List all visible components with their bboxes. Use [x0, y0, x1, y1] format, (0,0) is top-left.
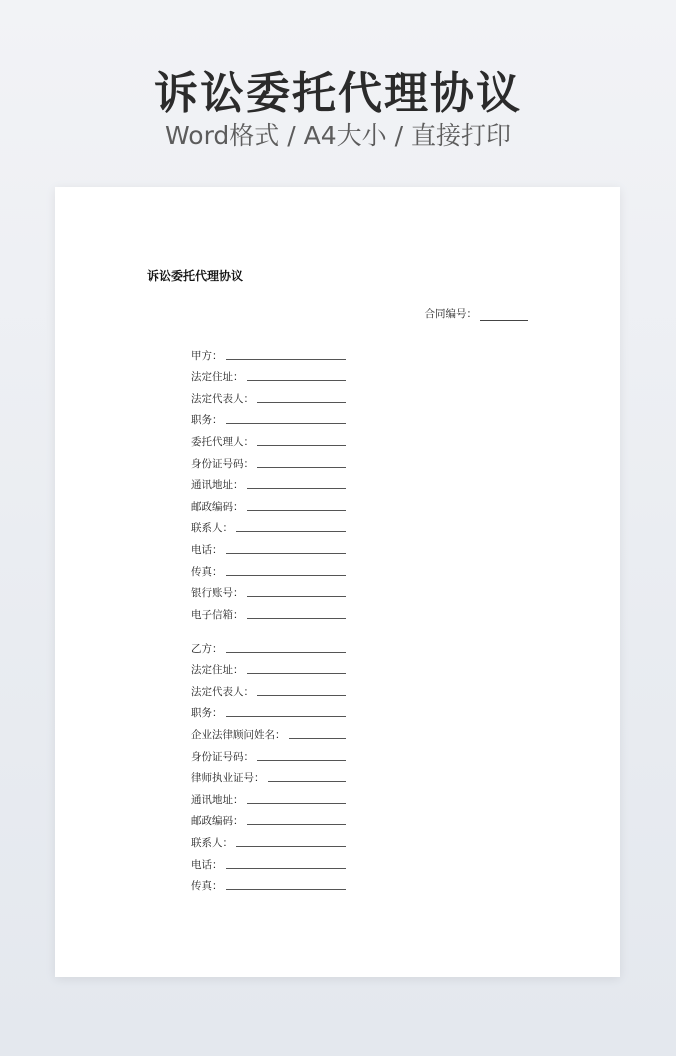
- form-field-label: 邮政编码：: [191, 815, 244, 828]
- form-field-label: 电话：: [191, 543, 223, 556]
- form-field-label: 委托代理人：: [191, 435, 254, 448]
- form-field-row[interactable]: [191, 427, 346, 449]
- contract-number-field[interactable]: [425, 306, 529, 321]
- page-subtitle: Word格式 / A4大小 / 直接打印: [165, 121, 511, 150]
- form-field-row[interactable]: [191, 406, 346, 428]
- form-field-blank[interactable]: [226, 715, 347, 717]
- form-field-row[interactable]: [191, 363, 346, 385]
- form-field-row[interactable]: [191, 535, 346, 557]
- form-field-row[interactable]: [191, 656, 346, 678]
- form-field-label: 法定住址：: [191, 664, 244, 677]
- form-field-label: 身份证号码：: [191, 750, 254, 763]
- form-field-label: 通讯地址：: [191, 479, 244, 492]
- form-field-blank[interactable]: [226, 867, 347, 869]
- form-field-blank[interactable]: [226, 358, 347, 360]
- form-field-label: 企业法律顾问姓名：: [191, 728, 286, 741]
- form-field-label: 身份证号码：: [191, 457, 254, 470]
- form-field-row[interactable]: [191, 471, 346, 493]
- form-field-label: 联系人：: [191, 522, 233, 535]
- form-field-blank[interactable]: [268, 780, 347, 782]
- form-field-blank[interactable]: [226, 888, 347, 890]
- form-field-blank[interactable]: [247, 509, 347, 511]
- form-field-label: 邮政编码：: [191, 500, 244, 513]
- form-field-row[interactable]: [191, 850, 346, 872]
- form-field-blank[interactable]: [226, 574, 347, 576]
- contract-number-blank[interactable]: [480, 310, 528, 321]
- form-field-blank[interactable]: [247, 379, 347, 381]
- form-field-label: 法定住址：: [191, 371, 244, 384]
- form-field-row[interactable]: [191, 720, 346, 742]
- form-field-row[interactable]: [191, 384, 346, 406]
- form-field-row[interactable]: [191, 677, 346, 699]
- form-field-label: 通讯地址：: [191, 793, 244, 806]
- form-field-label: 法定代表人：: [191, 685, 254, 698]
- form-field-label: 联系人：: [191, 836, 233, 849]
- form-field-blank[interactable]: [257, 694, 346, 696]
- form-field-label: 传真：: [191, 880, 223, 893]
- form-field-blank[interactable]: [226, 651, 347, 653]
- page-title: 诉讼委托代理协议: [154, 68, 522, 119]
- form-field-blank[interactable]: [226, 552, 347, 554]
- document-title: 诉讼委托代理协议: [147, 269, 244, 283]
- form-field-label: 甲方：: [191, 349, 223, 362]
- form-field-label: 法定代表人：: [191, 392, 254, 405]
- form-field-blank[interactable]: [257, 401, 346, 403]
- form-field-label: 银行账号：: [191, 587, 244, 600]
- form-field-blank[interactable]: [247, 617, 347, 619]
- form-field-row[interactable]: [191, 492, 346, 514]
- form-field-blank[interactable]: [247, 487, 347, 489]
- form-field-blank[interactable]: [257, 466, 346, 468]
- contract-number-label: 合同编号：: [424, 308, 477, 320]
- form-field-row[interactable]: [191, 449, 346, 471]
- form-field-blank[interactable]: [236, 845, 346, 847]
- form-field-blank[interactable]: [257, 759, 346, 761]
- document-page: [55, 187, 620, 977]
- form-field-row[interactable]: [191, 341, 346, 363]
- party-a-fields: [191, 341, 346, 622]
- form-field-blank[interactable]: [236, 530, 346, 532]
- form-field-row[interactable]: [191, 764, 346, 786]
- form-field-row[interactable]: [191, 600, 346, 622]
- form-field-row[interactable]: [191, 742, 346, 764]
- form-field-label: 职务：: [191, 707, 223, 720]
- form-field-row[interactable]: [191, 699, 346, 721]
- form-field-label: 电话：: [191, 858, 223, 871]
- form-field-blank[interactable]: [247, 595, 347, 597]
- form-field-blank[interactable]: [257, 444, 346, 446]
- form-field-row[interactable]: [191, 557, 346, 579]
- form-field-row[interactable]: [191, 579, 346, 601]
- form-field-row[interactable]: [191, 785, 346, 807]
- form-field-label: 电子信箱：: [191, 608, 244, 621]
- form-field-label: 传真：: [191, 565, 223, 578]
- form-field-row[interactable]: [191, 634, 346, 656]
- form-field-blank[interactable]: [247, 802, 347, 804]
- form-field-row[interactable]: [191, 514, 346, 536]
- form-field-blank[interactable]: [289, 737, 347, 739]
- form-field-row[interactable]: [191, 872, 346, 894]
- form-field-blank[interactable]: [247, 823, 347, 825]
- form-field-label: 乙方：: [191, 642, 223, 655]
- form-field-label: 律师执业证号：: [191, 772, 265, 785]
- form-field-label: 职务：: [191, 414, 223, 427]
- form-field-row[interactable]: [191, 807, 346, 829]
- form-field-blank[interactable]: [226, 422, 347, 424]
- form-field-blank[interactable]: [247, 672, 347, 674]
- form-field-row[interactable]: [191, 828, 346, 850]
- party-b-fields: [191, 634, 346, 893]
